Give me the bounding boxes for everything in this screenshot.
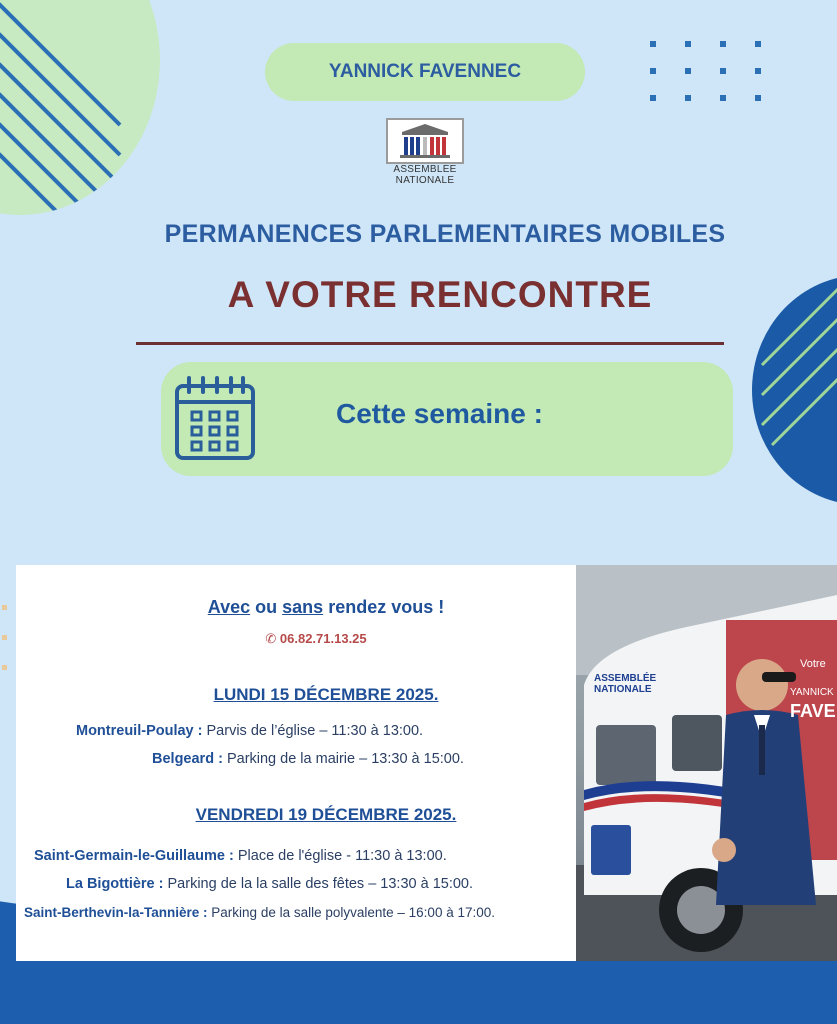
dot-grid-decoration xyxy=(645,36,775,116)
stop-row xyxy=(34,848,447,864)
page-title: A VOTRE RENCONTRE xyxy=(227,274,653,315)
logo-text-line1: ASSEMBLÉE xyxy=(393,164,457,175)
day-title-monday: LUNDI 15 DÉCEMBRE 2025. xyxy=(213,685,439,704)
phone-line xyxy=(16,631,616,647)
stop-place: Saint-Berthevin-la-Tannière : xyxy=(24,905,208,920)
stop-detail: Parvis de l’église – 11:30 à 13:00. xyxy=(206,723,424,739)
phone-number: 06.82.71.13.25 xyxy=(279,631,367,646)
heading-rdv: rendez vous ! xyxy=(328,597,445,617)
van-logo-line2: NATIONALE xyxy=(594,684,652,695)
van-illustration xyxy=(576,565,837,961)
van-text-name2: FAVE xyxy=(790,701,836,721)
stop-place: Belgeard : xyxy=(152,751,223,767)
stop-detail: Parking de la salle polyvalente – 16:00 à 17:00. xyxy=(211,905,495,920)
van-photo xyxy=(576,565,837,961)
stop-detail: Parking de la la salle des fêtes – 13:30 à 15:00. xyxy=(167,876,474,892)
van-logo-line1: ASSEMBLÉE xyxy=(594,673,657,684)
van-text-name1: YANNICK xyxy=(790,687,834,698)
van-logo-text xyxy=(594,673,656,695)
heading-sans: sans xyxy=(282,597,324,617)
heading-ou: ou xyxy=(255,597,278,617)
logo-building-icon xyxy=(386,118,464,164)
schedule-card xyxy=(16,565,576,961)
parliament-building-icon xyxy=(388,120,462,162)
phone-icon: ✆ xyxy=(265,631,277,646)
stripes-decoration xyxy=(0,0,160,215)
stop-detail: Parking de la mairie – 13:30 à 15:00. xyxy=(226,751,464,767)
stop-place: Montreuil-Poulay : xyxy=(76,723,203,739)
decorative-green-circle xyxy=(0,0,160,215)
van-text-votre: Votre xyxy=(800,658,826,670)
stop-row xyxy=(76,723,423,739)
assemblee-nationale-logo xyxy=(384,118,466,192)
stop-row xyxy=(152,751,464,767)
stop-detail: Place de l'église - 11:30 à 13:00. xyxy=(237,848,447,864)
side-dots-decoration xyxy=(0,600,12,680)
calendar-icon xyxy=(173,374,257,464)
appointment-heading xyxy=(16,597,636,618)
logo-text-line2: NATIONALE xyxy=(395,175,455,186)
stop-place: La Bigottière : xyxy=(66,876,164,892)
week-label: Cette semaine : xyxy=(336,398,543,429)
page-subtitle: PERMANENCES PARLEMENTAIRES MOBILES xyxy=(164,220,726,248)
stop-row xyxy=(66,876,473,892)
title-divider xyxy=(136,342,724,345)
day-title-friday: VENDREDI 19 DÉCEMBRE 2025. xyxy=(195,805,457,824)
stop-place: Saint-Germain-le-Guillaume : xyxy=(34,848,234,864)
name-pill: YANNICK FAVENNEC xyxy=(265,43,585,101)
stop-row xyxy=(24,905,495,920)
heading-avec: Avec xyxy=(207,597,251,617)
